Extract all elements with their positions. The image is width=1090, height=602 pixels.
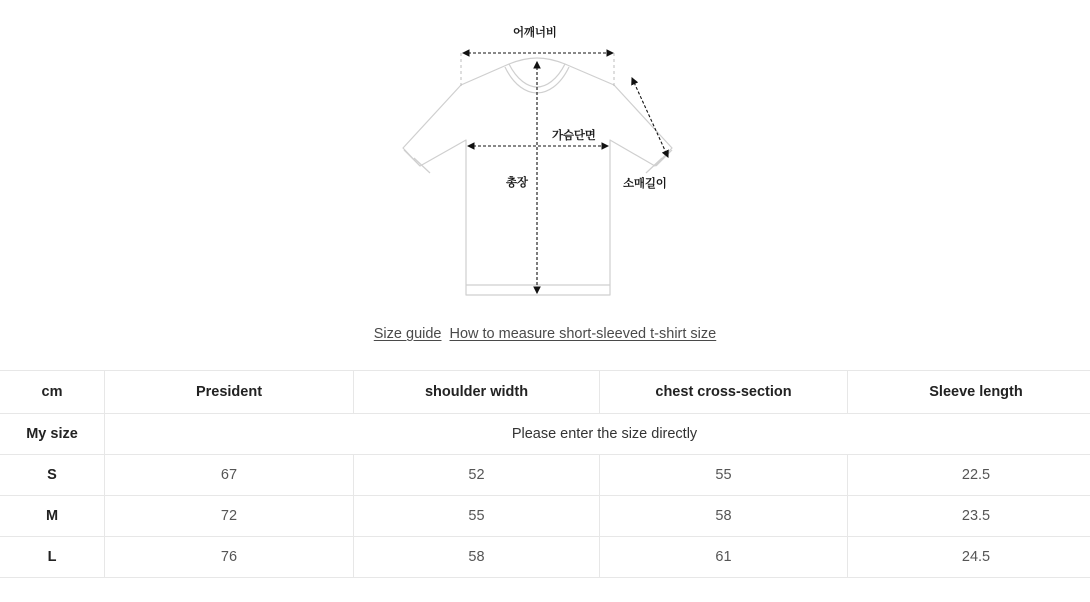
table-row bbox=[0, 455, 1090, 496]
cell-president: 67 bbox=[105, 455, 354, 496]
table-row bbox=[0, 496, 1090, 537]
cell-chest-cross-section: 55 bbox=[600, 455, 848, 496]
diagram-label-shoulder-width: 어깨너비 bbox=[513, 27, 557, 39]
cell-sleeve-length: 22.5 bbox=[848, 455, 1090, 496]
header-president: President bbox=[105, 371, 354, 414]
my-size-label: My size bbox=[0, 414, 105, 455]
row-size-label: L bbox=[0, 537, 105, 578]
header-shoulder-width: shoulder width bbox=[354, 371, 600, 414]
size-table-head bbox=[0, 371, 1090, 414]
table-header-row bbox=[0, 371, 1090, 414]
cell-shoulder-width: 58 bbox=[354, 537, 600, 578]
diagram-label-sleeve-length: 소매길이 bbox=[623, 178, 667, 190]
cell-president: 72 bbox=[105, 496, 354, 537]
header-sleeve-length: Sleeve length bbox=[848, 371, 1090, 414]
cell-president: 76 bbox=[105, 537, 354, 578]
row-size-label: M bbox=[0, 496, 105, 537]
table-row-my-size bbox=[0, 414, 1090, 455]
size-table-body bbox=[0, 414, 1090, 578]
size-guide-link[interactable]: Size guide bbox=[373, 326, 442, 342]
header-unit: cm bbox=[0, 371, 105, 414]
cell-sleeve-length: 24.5 bbox=[848, 537, 1090, 578]
size-table bbox=[0, 370, 1090, 578]
table-row bbox=[0, 537, 1090, 578]
diagram-label-total-length: 총장 bbox=[506, 177, 528, 189]
guide-links bbox=[0, 326, 1090, 342]
cell-chest-cross-section: 61 bbox=[600, 537, 848, 578]
row-size-label: S bbox=[0, 455, 105, 496]
diagram-label-chest-cross-section: 가슴단면 bbox=[552, 130, 596, 142]
cell-shoulder-width: 55 bbox=[354, 496, 600, 537]
my-size-input-cell[interactable]: Please enter the size directly bbox=[105, 414, 1090, 455]
cell-sleeve-length: 23.5 bbox=[848, 496, 1090, 537]
cell-chest-cross-section: 58 bbox=[600, 496, 848, 537]
how-to-measure-link[interactable]: How to measure short-sleeved t-shirt size bbox=[449, 326, 717, 342]
cell-shoulder-width: 52 bbox=[354, 455, 600, 496]
header-chest-cross-section: chest cross-section bbox=[600, 371, 848, 414]
